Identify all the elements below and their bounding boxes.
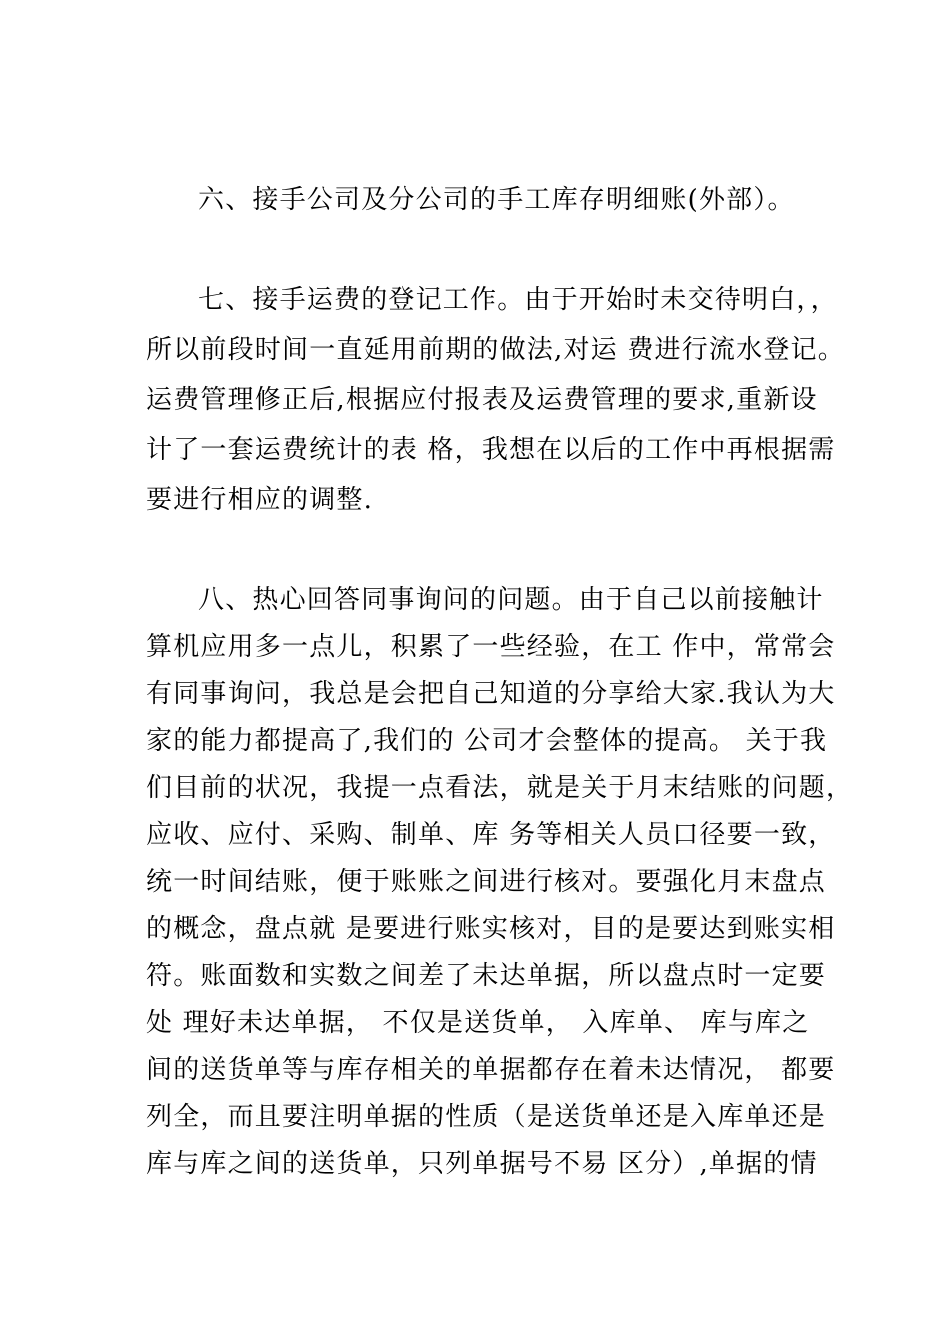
paragraph-line: 处 理好未达单据， 不仅是送货单， 入库单、 库与库之 [146,1008,810,1038]
paragraph-line: 算机应用多一点儿，积累了一些经验，在工 作中，常常会 [146,632,836,662]
paragraph-line: 运费管理修正后,根据应付报表及运费管理的要求,重新设 [146,385,818,415]
paragraph-line: 间的送货单等与库存相关的单据都存在着未达情况， 都要 [146,1055,836,1085]
paragraph-line: 八、热心回答同事询问的问题。由于自己以前接触计 [198,585,824,615]
paragraph-line: 的概念，盘点就 是要进行账实核对，目的是要达到账实相 [146,914,836,944]
paragraph-line: 应收、应付、采购、制单、库 务等相关人员口径要一致， [146,820,836,850]
paragraph-line: 库与库之间的送货单，只列单据号不易 区分）,单据的情 [146,1149,818,1179]
paragraph-line: 们目前的状况，我提一点看法，就是关于月末结账的问题， [146,773,854,803]
paragraph-line: 所以前段时间一直延用前期的做法,对运 费进行流水登记。 [146,335,845,365]
paragraph-line: 七、接手运费的登记工作。由于开始时未交待明白，， [198,285,838,315]
paragraph-line: 六、接手公司及分公司的手工库存明细账(外部）。 [198,185,795,215]
paragraph-line: 要进行相应的调整. [146,485,374,515]
paragraph-line: 家的能力都提高了,我们的 公司才会整体的提高。 关于我 [146,726,828,756]
paragraph-line: 计了一套运费统计的表 格，我想在以后的工作中再根据需 [146,435,836,465]
paragraph-line: 列全，而且要注明单据的性质（是送货单还是入库单还是 [146,1102,827,1132]
paragraph-line: 统一时间结账，便于账账之间进行核对。要强化月末盘点 [146,867,827,897]
paragraph-line: 有同事询问，我总是会把自己知道的分享给大家.我认为大 [146,679,836,709]
paragraph-line: 符。账面数和实数之间差了未达单据，所以盘点时一定要 [146,961,827,991]
